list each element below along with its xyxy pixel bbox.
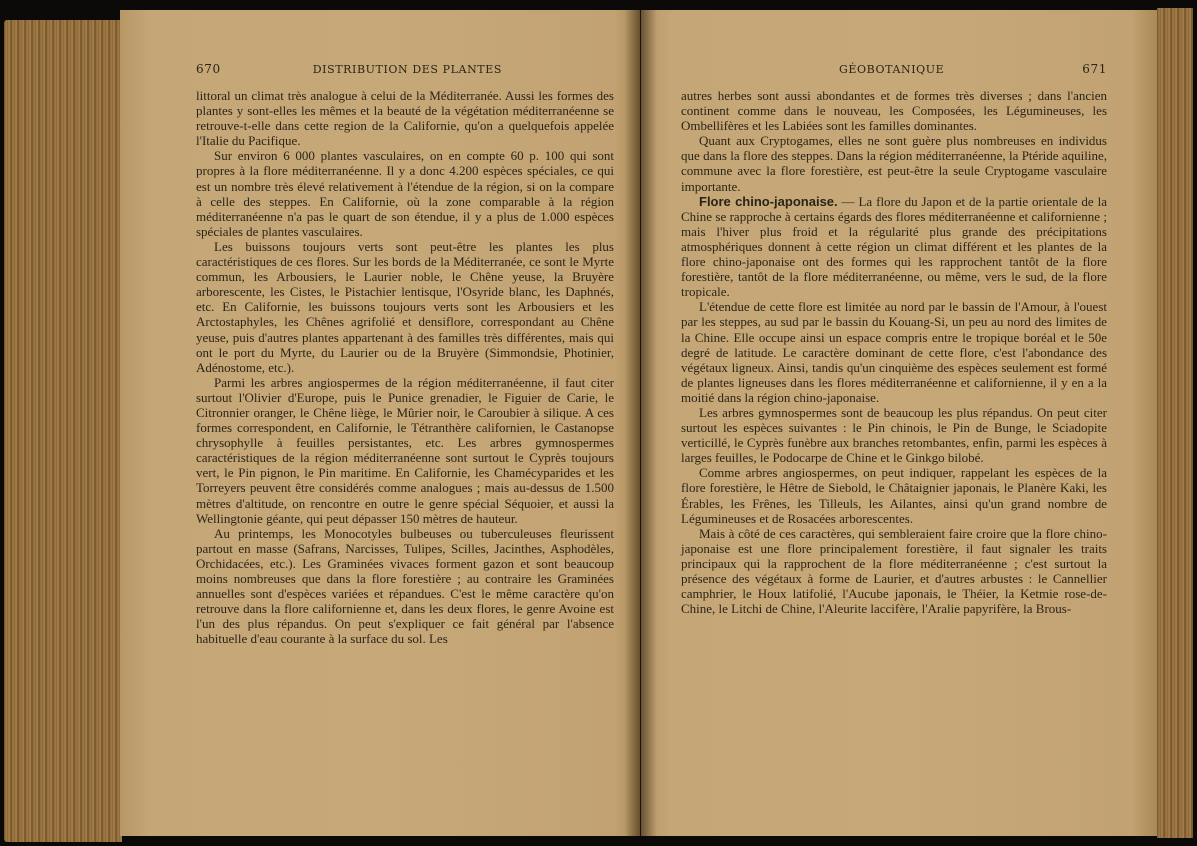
left-page-number: 670 [196, 62, 221, 76]
section-heading: Flore chino-japonaise. [699, 193, 838, 209]
section-heading-dash: — [837, 193, 859, 209]
right-paragraph: Quant aux Cryptogames, elles ne sont guère plus nombreuses en individus que dans la flore des steppes. Dans la région méditerranéenne, la Ptéride aquiline, commune avec la flore forestière, est peut-être la seule Cryptogame vasculaire importante. [681, 133, 1107, 194]
section-paragraph [681, 194, 1107, 300]
right-running-head: GÉOBOTANIQUE [838, 63, 945, 76]
right-paragraph: Comme arbres angiospermes, on peut indiquer, rappelant les espèces de la flore forestière, le Hêtre de Siebold, le Châtaignier japonais, le Planère Kaki, les Érables, les Frênes, les Tilleuls, les Ailantes, ainsi qu'un grand nombre de Légumineuses et de Rosacées arborescentes. [681, 465, 1107, 526]
section-intro: La flore du Japon et de la partie orientale de la Chine se rapproche à certains égards des flores méditerranéenne et californienne ; mais l'hiver plus froid et la régularité plus grande des précipitations atmosphériques donnent à cette région un climat différent et les plantes de la flore chino-japonaise ont des formes qui les rapprochent tantôt de la flore forestière, tantôt de la flore méditerranéenne, ou même, vers le sud, de la flore tropicale. [681, 193, 1108, 300]
left-paragraph: Les buissons toujours verts sont peut-être les plantes les plus caractéristiques de ces flores. Sur les bords de la Méditerranée, ce sont le Myrte commun, les Arbousiers, le Laurier noble, le Chêne yeuse, la Bruyère arborescente, les Cistes, le Pistachier lentisque, l'Osyride blanc, les Daphnés, etc. En Californie, les buissons toujours verts sont les Arbousiers et les Arctostaphyles, les Chênes agrifolié et densiflore, correspondant au Chêne yeuse, puis d'autres plantes appartenant à des familles très différentes, mais qui ont le port du Myrte, du Laurier ou de la Bruyère (Simmondsie, Photinier, Adénostome, etc.). [196, 238, 614, 375]
right-page-header [681, 62, 1107, 88]
left-page [120, 10, 640, 836]
left-paragraph: Au printemps, les Monocotyles bulbeuses ou tuberculeuses fleurissent partout en masse (Safrans, Narcisses, Tulipes, Scilles, Jacinthes, Asphodèles, Orchidacées, etc.). Les Graminées vivaces forment gazon et sont beaucoup moins nombreuses que dans la flore forestière ; au contraire les Graminées annuelles sont d'espèces variées et répandues. C'est le même caractère qu'on retrouve dans la flore californienne et, dans les deux flores, le genre Avoine est l'un des plus répandus. On peut s'expliquer ce fait général par l'absence habituelle d'eau courante à la surface du sol. Les [196, 525, 614, 647]
right-paragraph: autres herbes sont aussi abondantes et de formes très diverses ; dans l'ancien continent comme dans le nouveau, les Composées, les Légumineuses, les Ombellifères et les Labiées sont les familles dominantes. [681, 88, 1107, 134]
left-paragraph: Sur environ 6 000 plantes vasculaires, on en compte 60 p. 100 qui sont propres à la flore méditerranéenne. Il y a donc 4.200 espèces spéciales, ce qui est un nombre très élevé relativement à l'étendue de la région, si on la compare à celle des steppes. En Californie, où la zone comparable à la région méditerranéenne n'a pas le quart de son étendue, il y a plus de 1.000 espèces spéciales de plantes vasculaires. [196, 148, 614, 239]
page-edges-right [1157, 8, 1193, 838]
left-page-header [196, 62, 614, 88]
right-page [641, 10, 1157, 836]
left-paragraph: Parmi les arbres angiospermes de la région méditerranéenne, il faut citer surtout l'Olivier d'Europe, puis le Punice grenadier, le Figuier de Carie, le Citronnier oranger, le Chêne liège, le Mûrier noir, le Caroubier à silique. A ces formes correspondent, en Californie, le Tétranthère californien, le Castanopse chrysophylle à feuilles persistantes, etc. Les arbres gymnospermes caractéristiques de la région méditerranéenne sont surtout le Cyprès toujours vert, le Pin pignon, le Pin maritime. En Californie, les Chamécyparides et les Torreyers peuvent être considérés comme analogues ; mais au-dessus de 1.500 mètres d'altitude, on rencontre en outre le genre spécial Séquoier, et aussi la Wellingtonie géante, qui peut dépasser 150 mètres de hauteur. [196, 374, 614, 526]
page-edges-left [4, 20, 122, 842]
right-paragraph: L'étendue de cette flore est limitée au nord par le bassin de l'Amour, à l'ouest par les steppes, au sud par le bassin du Kouang-Si, un peu au nord des limites de la Chine. Elle occupe ainsi un espace compris entre le tropique boréal et le 50e degré de latitude. Le caractère dominant de cette flore, c'est l'abondance des végétaux ligneux. Ainsi, tandis qu'un cinquième des espèces seulement est formé de plantes ligneuses dans les flores méditerranéenne et californienne, il y en a la moitié dans la région chino-japonaise. [681, 299, 1107, 405]
right-page-number: 671 [1082, 62, 1107, 76]
right-paragraph: Mais à côté de ces caractères, qui sembleraient faire croire que la flore chino-japonaise est une flore principalement forestière, il faut signaler les traits principaux qui la rapprochent de la flore méditerranéenne ; c'est surtout la présence des végétaux à forme de Laurier, et d'autres arbustes : le Cannellier camphrier, le Houx latifolié, l'Aucube japonais, le Théier, la Ketmie rose-de-Chine, le Litchi de Chine, l'Aleurite laccifère, l'Aralie papyrifère, la Brous- [681, 525, 1107, 617]
left-page-body [196, 88, 614, 646]
book-gutter [625, 10, 657, 836]
left-paragraph: littoral un climat très analogue à celui de la Méditerranée. Aussi les formes des plantes y sont-elles les mêmes et la beauté de la végétation méditerranéenne se retrouve-t-elle dans cette region de la Californie, qu'on a quelquefois appelée l'Italie du Pacifique. [196, 88, 614, 149]
right-paragraph: Les arbres gymnospermes sont de beaucoup les plus répandus. On peut citer surtout les espèces suivantes : le Pin chinois, le Pin de Bunge, le Sciadopite verticillé, le Cyprès funèbre aux branches retombantes, enfin, parmi les espèces à larges feuilles, le Podocarpe de Chine et le Ginkgo bilobé. [681, 404, 1107, 466]
right-page-body [681, 88, 1107, 616]
left-running-head: DISTRIBUTION DES PLANTES [312, 63, 503, 76]
